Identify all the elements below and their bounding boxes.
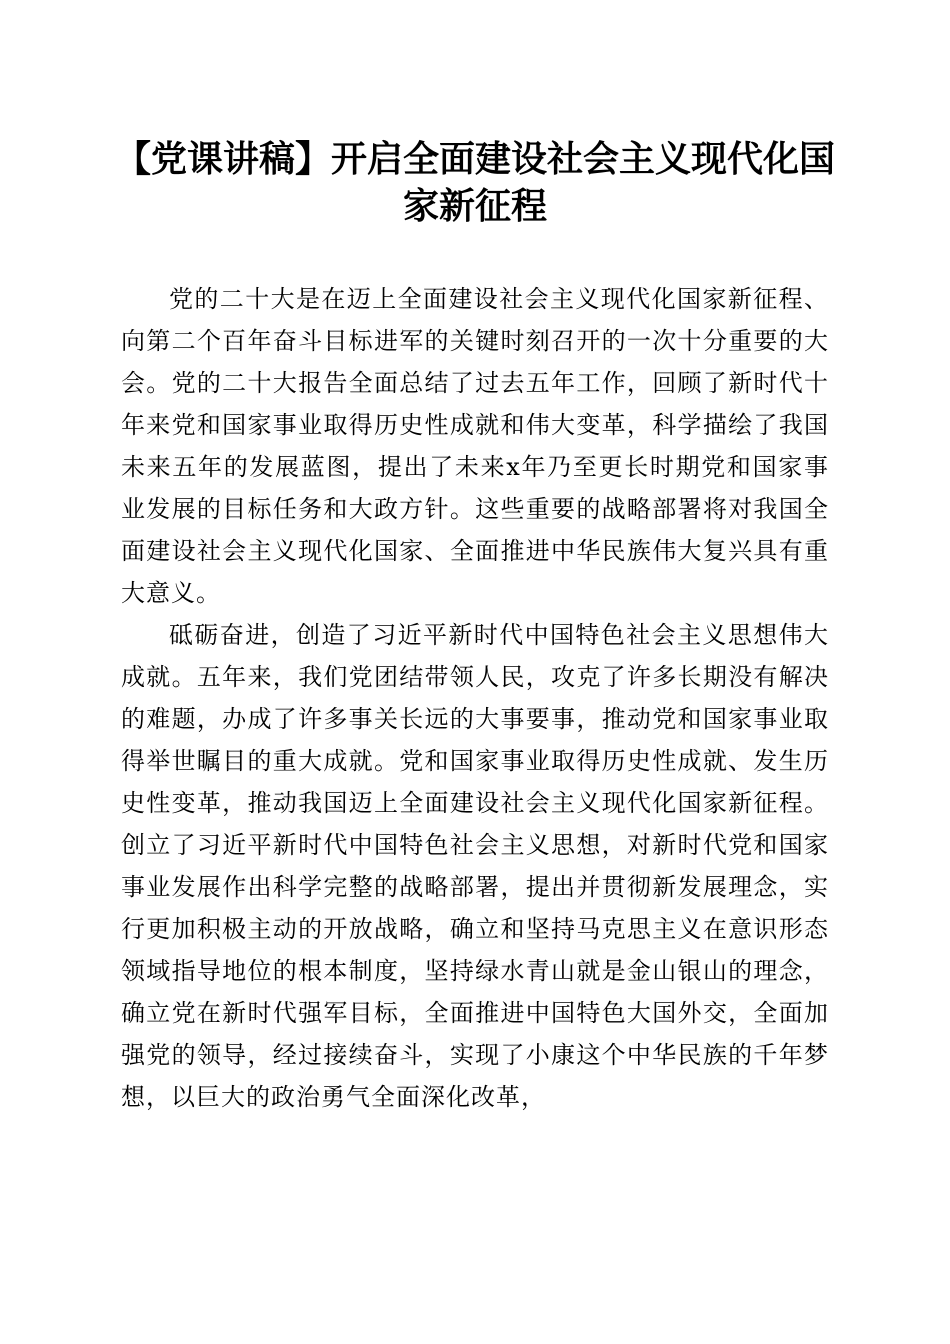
document-title: 【党课讲稿】开启全面建设社会主义现代化国家新征程 xyxy=(114,138,835,227)
document-body xyxy=(121,278,829,1118)
paragraph-1: 党的二十大是在迈上全面建设社会主义现代化国家新征程、向第二个百年奋斗目标进军的关键时刻召开的一次十分重要的大会。党的二十大报告全面总结了过去五年工作，回顾了新时代十年来党和国家事业取得历史性成就和伟大变革，科学描绘了我国未来五年的发展蓝图，提出了未来x年乃至更长时期党和国家事业发展的目标任务和大政方针。这些重要的战略部署将对我国全面建设社会主义现代化国家、全面推进中华民族伟大复兴具有重大意义。 xyxy=(121,285,829,607)
paragraph-2: 砥砺奋进，创造了习近平新时代中国特色社会主义思想伟大成就。五年来，我们党团结带领人民，攻克了许多长期没有解决的难题，办成了许多事关长远的大事要事，推动党和国家事业取得举世瞩目的重大成就。党和国家事业取得历史性成就、发生历史性变革，推动我国迈上全面建设社会主义现代化国家新征程。创立了习近平新时代中国特色社会主义思想，对新时代党和国家事业发展作出科学完整的战略部署，提出并贯彻新发展理念，实行更加积极主动的开放战略，确立和坚持马克思主义在意识形态领域指导地位的根本制度，坚持绿水青山就是金山银山的理念，确立党在新时代强军目标，全面推进中国特色大国外交，全面加强党的领导，经过接续奋斗，实现了小康这个中华民族的千年梦想，以巨大的政治勇气全面深化改革， xyxy=(121,621,829,1111)
